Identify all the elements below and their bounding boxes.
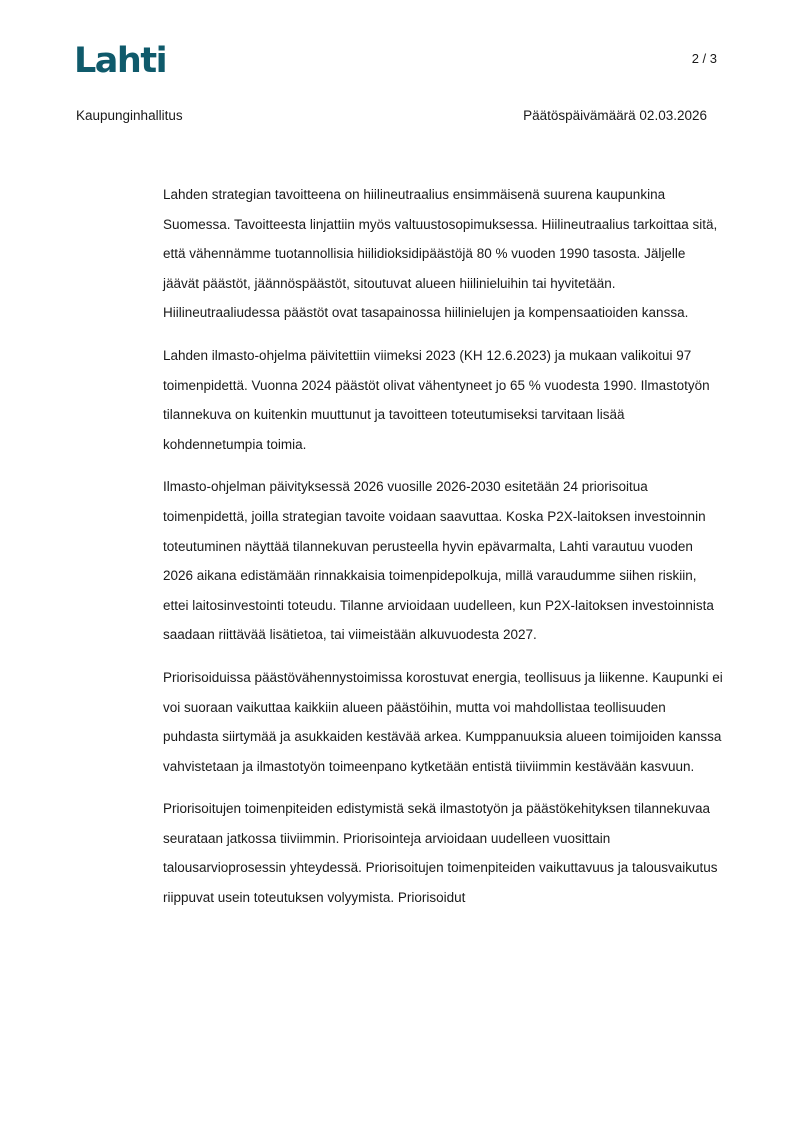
decision-date: Päätöspäivämäärä 02.03.2026	[523, 108, 707, 123]
paragraph: Ilmasto-ohjelman päivityksessä 2026 vuosille 2026-2030 esitetään 24 priorisoitua toimenpidettä, joilla strategian tavoite voidaan saavuttaa. Koska P2X-laitoksen investoinnin toteutuminen näyttää tilannekuvan perusteella hyvin epävarmalta, Lahti varautuu vuoden 2026 aikana edistämään rinnakkaisia toimenpidepolkuja, millä varaudumme siihen riskiin, ettei laitosinvestointi toteudu. Tilanne arvioidaan uudelleen, kun P2X-laitoksen investoinnista saadaan riittävää lisätietoa, tai viimeistään alkuvuodesta 2027.	[163, 479, 714, 643]
paragraph: Priorisoiduissa päästövähennystoimissa korostuvat energia, teollisuus ja liikenne. Kaupunki ei voi suoraan vaikuttaa kaikkiin alueen päästöihin, mutta voi mahdollistaa teollisuuden puhdasta siirtymää ja asukkaiden kestävää arkea. Kumppanuuksia alueen toimijoiden kanssa vahvistetaan ja ilmastotyön toimeenpano kytketään entistä tiiviimmin kestävään kasvuun.	[163, 669, 723, 774]
paragraph: Priorisoitujen toimenpiteiden edistymistä sekä ilmastotyön ja päästökehityksen tilannekuvaa seurataan jatkossa tiiviimmin. Priorisointeja arvioidaan uudelleen vuosittain talousarvioprosessin yhteydessä. Priorisoitujen toimenpiteiden vaikuttavuus ja talousvaikutus riippuvat usein toteutuksen volyymista. Priorisoidut	[163, 801, 718, 906]
document-body	[163, 180, 723, 926]
paragraph: Lahden ilmasto-ohjelma päivitettiin viimeksi 2023 (KH 12.6.2023) ja mukaan valikoitui 97 toimenpidettä. Vuonna 2024 päästöt olivat vähentyneet jo 65 % vuodesta 1990. Ilmastotyön tilannekuva on kuitenkin muuttunut ja tavoitteen toteutumiseksi tarvitaan lisää kohdennetumpia toimia.	[163, 347, 710, 452]
page-number: 2 / 3	[691, 51, 717, 66]
lahti-logo: Lahti	[74, 41, 167, 81]
organization-name: Kaupunginhallitus	[76, 108, 183, 123]
paragraph: Lahden strategian tavoitteena on hiilineutraalius ensimmäisenä suurena kaupunkina Suomessa. Tavoitteesta linjattiin myös valtuustosopimuksessa. Hiilineutraalius tarkoittaa sitä, että vähennämme tuotannollisia hiilidioksidipäästöjä 80 % vuoden 1990 tasosta. Jäljelle jäävät päästöt, jäännöspäästöt, sitoutuvat alueen hiilinieluihin tai hyvitetään. Hiilineutraaliudessa päästöt ovat tasapainossa hiilinielujen ja kompensaatioiden kanssa.	[163, 187, 718, 321]
